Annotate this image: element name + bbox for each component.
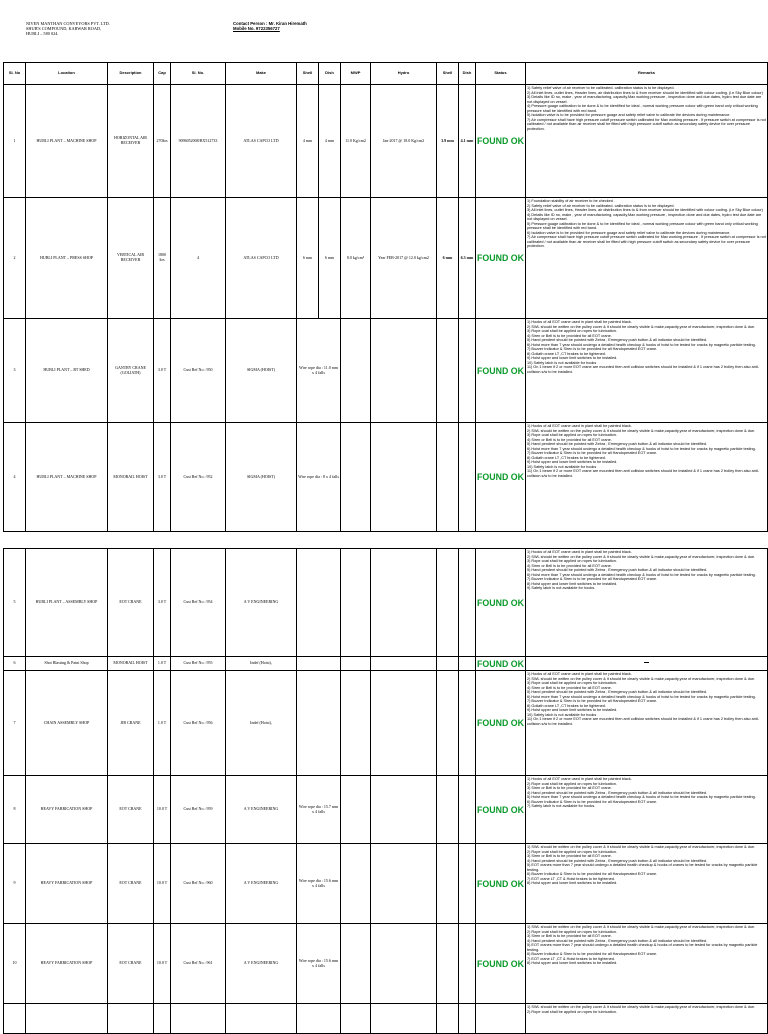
cell-serial-no: Cust Ref No.: 959 (171, 776, 226, 844)
table-row (4, 844, 768, 924)
cell-mwp (341, 924, 371, 1004)
cell-sl-no: 1 (4, 85, 26, 198)
cell-capacity: 10.0 T (154, 844, 171, 924)
remark-line: 9) Hoist upper and lower limit switches to be installed. (527, 356, 618, 360)
cell-location: HUBLI PLANT – ASSEMBLY SHOP (26, 549, 108, 657)
remark-line: 5) Isolation valve is to be provided for pressure guage and safety relief valve to calibrate the devices during maintenance. (527, 113, 731, 117)
remark-line: 1) Hooks of all EOT crane used in plant shall be painted black. (527, 777, 632, 781)
cell-wire-rope (297, 657, 341, 671)
cell-mwp: 8.0 kg/cm² (341, 198, 371, 319)
cell-mwp (341, 657, 371, 671)
cell-sl-no: 2 (4, 198, 26, 319)
remark-line: 6) Buzzer Indicator & Siren is to be provided for all Handoperated EOT crane. (527, 872, 658, 876)
company-address-1: SHUB'S COMPOUND, KARWAR ROAD, (26, 26, 102, 32)
cell-shell-measured (437, 423, 459, 532)
cell-shell-measured (437, 924, 459, 1004)
status-badge: FOUND OK (476, 198, 526, 319)
remark-line: 2) SWL should be written on the pulley cover & it should be clearly visible & make,capacity,year of manufacturer, inspection done & due. (527, 554, 756, 559)
inspection-table-page-1 (3, 62, 768, 532)
table-row (4, 198, 768, 319)
cell-dish-measured: 6.3 mm (459, 198, 476, 319)
cell-wire-rope: Wire rope dia : 11.0 mm x 4 falls (297, 319, 341, 423)
status-badge: FOUND OK (476, 671, 526, 776)
cell-description: EOT CRANE (108, 924, 154, 1004)
remark-line: 2) SWL should be written on the pulley cover & it should be clearly visible & make,capacity,year of manufacturer, inspection done & due. (527, 428, 756, 433)
cell-mwp: 11.0 Kg/cm2 (341, 85, 371, 198)
cell-remarks (526, 319, 768, 423)
remark-line: 5) Hand pendent should be pointed with Zebra , Emergency push button & all indicator should be identified. (527, 338, 708, 342)
table-row (4, 924, 768, 1004)
remark-line: 4) Siren or Bell is to be provided for all EOT crane. (527, 437, 612, 442)
cell-hydro (371, 776, 437, 844)
remark-line: 3) Rope coat shall be applied on ropes for lubrication. (527, 433, 617, 437)
cell-remarks: – (526, 657, 768, 671)
remark-line: 4) Details like ID no, make , year of manufacturing, capacity,Max working pressure , inspection done and due dates, hydro test due date are not displayed on vessel. (527, 212, 762, 221)
remark-line: 10) Safety latch is not available for hooks (527, 712, 597, 717)
remark-line: 11) On 1 beam if 2 or more EOT crane are mounted then anti collision switches should be installed & if 1 crane has 2 trolley then also anti-collision s/w to be installed. (527, 469, 760, 478)
cell-capacity: 270ltrs (154, 85, 171, 198)
remark-line: 1) Safety relief valve of air receiver to be calibrated. calibration status is to be displayed. (527, 86, 675, 90)
cell-make: A V ENGINEERING (226, 549, 297, 657)
cell-capacity: 1800 ltrs (154, 198, 171, 319)
column-header: Sl. No (4, 63, 26, 85)
remark-line: 4) Siren or Bell is to be provided for all EOT crane. (527, 563, 612, 568)
cell-mwp (341, 423, 371, 532)
remark-line: 1) SWL should be written on the pulley cover & it should be clearly visible & make,capacity,year of manufacturer, inspection done & due. (527, 1005, 756, 1009)
cell-wire-rope (297, 549, 341, 657)
cell-sl-no: 5 (4, 549, 26, 657)
remark-line: 1) SWL should be written on the pulley cover & it should be clearly visible & make,capacity,year of manufacturer, inspection done & due. (527, 925, 756, 929)
column-header: Sl. No. (171, 63, 226, 85)
cell-serial-no: Cust Ref No.: 952 (171, 423, 226, 532)
cell-description: VERTICAL AIR RECEIVER (108, 198, 154, 319)
cell-description: HORIZONTAL AIR RECEIVER (108, 85, 154, 198)
remark-line: 5) EOT cranes more than 7 year should undergo a detailed health checkup & hooks of cranes to be tested for cracks by magnetic particle testing. (527, 943, 758, 952)
cell-shell-measured: 3.9 mm (437, 85, 459, 198)
cell-mwp (341, 844, 371, 924)
cell-dish-measured (459, 671, 476, 776)
cell-capacity: 10.0 T (154, 776, 171, 844)
status-badge: FOUND OK (476, 844, 526, 924)
cell-shell-measured (437, 844, 459, 924)
remark-line: 4) Siren or Bell is to be provided for all EOT crane. (527, 685, 612, 690)
cell-location: HUBLI PLANT – MACHINE SHOP (26, 85, 108, 198)
cell-description: EOT CRANE (108, 549, 154, 657)
remark-line: 8) Hoist upper and lower limit switches to be installed. (527, 581, 618, 586)
cell-serial-no: Cust Ref No.: 955 (171, 657, 226, 671)
cell-mwp (341, 319, 371, 423)
remark-line: 4) Hand pendent should be pointed with Zebra , Emergency push button & all indicator should be identified. (527, 858, 708, 863)
table-row (4, 657, 768, 671)
company-name: NIVEN MANTHAN CONVEYORS PVT. LTD. (26, 21, 110, 26)
remark-line: 3) Siren or Bell is to be provided for all EOT crane. (527, 934, 612, 938)
remark-line: 8) Hoist upper and lower limit switches to be installed. (527, 961, 618, 965)
cell-wire-rope: Wire rope dia : 15.6 mm x 4 falls (297, 844, 341, 924)
remark-line: 4) Hand pendent should be pointed with Zebra , Emergency push button & all indicator should be identified. (527, 938, 708, 943)
cell-shell-measured (437, 657, 459, 671)
remark-line: 8) Goliath crane LT ,CT brakes to be tightened. (527, 351, 606, 356)
cell-shell-measured (437, 671, 459, 776)
remark-line: 9) Safety latch is not available for hooks. (527, 586, 596, 590)
cell-shell-measured (437, 776, 459, 844)
cell-remarks (526, 924, 768, 1004)
remark-line: 5) Hand pendent should be pointed with Zebra , Emergency push button & all indicator should be identified. (527, 690, 708, 694)
cell-hydro (371, 319, 437, 423)
cell-dish: 6 mm (319, 198, 341, 319)
status-badge: FOUND OK (476, 85, 526, 198)
remark-line: 7) EOT crane LT ,CT & Hoist brakes to be tightened. (527, 876, 615, 881)
remark-line: 6) Hoist more than 7 year should undergo a detailed health checkup & hooks of hoist to be tested for cracks by magnetic particle testing. (527, 572, 756, 577)
remark-line: 2) Rope coat shall be applied on ropes for lubrication. (527, 929, 617, 934)
cell-make: ATLAS CAPCO LTD (226, 198, 297, 319)
remark-line: 8) Goliath crane LT ,CT brakes to be tightened. (527, 703, 606, 708)
cell-dish-measured (459, 423, 476, 532)
cell-capacity: 3.0 T (154, 549, 171, 657)
cell-wire-rope (297, 671, 341, 776)
cell-sl-no: 7 (4, 671, 26, 776)
cell-sl-no: 3 (4, 319, 26, 423)
remark-line: 6) Hoist more than 7 year should undergo a detailed health checkup & hooks of hoist to be tested for cracks by magnetic particle testing. (527, 694, 756, 699)
cell-description (108, 1004, 154, 1034)
cell-dish-measured (459, 657, 476, 671)
cell-make: Indef (Hoist), (226, 671, 297, 776)
remark-line: 7) EOT crane LT ,CT & Hoist brakes to be tightened. (527, 956, 615, 961)
remark-line: 5) Hand pendent should be pointed with Zebra , Emergency push button & all indicator should be identified. (527, 442, 708, 446)
cell-description: MONORAIL HOIST (108, 423, 154, 532)
cell-dish-measured (459, 844, 476, 924)
cell-shell-measured: 6 mm (437, 198, 459, 319)
remark-line: 1) Hooks of all EOT crane used in plant shall be painted black. (527, 320, 632, 324)
cell-location: CHAIN ASSEMBLY SHOP (26, 671, 108, 776)
cell-remarks (526, 844, 768, 924)
cell-dish-measured (459, 549, 476, 657)
cell-make (226, 1004, 297, 1034)
cell-shell-measured (437, 549, 459, 657)
remark-line: 2) Rope coat shall be applied on ropes for lubrication. (527, 781, 617, 786)
remark-line: 7) Buzzer Indicator & Siren is to be provided for all Handoperated EOT crane. (527, 451, 658, 455)
table-row (4, 549, 768, 657)
cell-capacity: 3.0 T (154, 319, 171, 423)
column-header: Dish (319, 63, 341, 85)
cell-description: MONORAIL HOIST (108, 657, 154, 671)
remark-line: 5) Hoist more than 7 year should undergo a detailed health checkup & hooks of hoist to be tested for cracks by magnetic particle testing. (527, 795, 756, 799)
remark-line: 2) Rope coat shall be applied on ropes for lubrication. (527, 849, 617, 854)
remark-line: 11) On 1 beam if 2 or more EOT crane are mounted then anti collision switches should be installed & if 1 crane has 2 trolley then also anti-collision s/w to be installed. (527, 717, 760, 726)
contact-person: Contact Person : Mr. Kiran Hiremath (233, 21, 307, 26)
cell-description: EOT CRANE (108, 844, 154, 924)
status-badge: FOUND OK (476, 549, 526, 657)
cell-shell: 4 mm (297, 85, 319, 198)
company-block (26, 21, 110, 37)
cell-description: EOT CRANE (108, 776, 154, 844)
remark-line: 1) Hooks of all EOT crane used in plant shall be painted black. (527, 424, 632, 428)
cell-hydro (371, 844, 437, 924)
remark-line: 9) Hoist upper and lower limit switches to be installed. (527, 460, 618, 464)
cell-location: HEAVY FABRICATION SHOP (26, 924, 108, 1004)
cell-sl-no: 4 (4, 423, 26, 532)
cell-remarks (526, 423, 768, 532)
remark-line: 6) Isolation valve is to be provided for pressure guage and safety relief valve to calibrate the devices during maintenance. (527, 230, 731, 235)
cell-hydro (371, 423, 437, 532)
remark-line: 11) On 1 beam if 2 or more EOT crane are mounted then anti collision switches should be installed & if 1 crane has 2 trolley then also anti-collision s/w to be installed. (527, 365, 760, 374)
cell-wire-rope: Wire rope dia : 15.7 mm x 4 falls (297, 776, 341, 844)
cell-capacity (154, 1004, 171, 1034)
remark-line: 5) Pressure guage calibration to be done & to be identified for ideal , normal working pressure colour with green band only critical working pressure shall be identified with red band. (527, 221, 758, 230)
table-row (4, 671, 768, 776)
cell-make: A V ENGINEERING (226, 776, 297, 844)
cell-serial-no: Cust Ref No.: 960 (171, 844, 226, 924)
remark-line: 3) Siren or Bell is to be provided for all EOT crane. (527, 854, 612, 858)
cell-remarks (526, 1004, 768, 1034)
remark-line: 7) Air compressor shall have high pressure cutoff pressure switch calibrated for Max working pressure . If pressure switch at compressor is not calibrated / not available than air receiver shall be fitted with high pressure cutoff switch as secondary safety device for over pressure protection. (527, 235, 766, 248)
cell-sl-no (4, 1004, 26, 1034)
cell-location: Shot Blasting & Paint Shop (26, 657, 108, 671)
column-header: Dish (459, 63, 476, 85)
cell-serial-no: Cust Ref No.: 954 (171, 549, 226, 657)
remark-line: 7) Air compressor shall have high pressure cutoff pressure switch calibrated for Max working pressure . If pressure switch at compressor is not calibrated / not available than air receiver shall be fitted with high pressure cutoff switch as secondary safety device for over pressure protection. (527, 117, 766, 131)
cell-sl-no: 8 (4, 776, 26, 844)
cell-location: HEAVY FABRICATION SHOP (26, 844, 108, 924)
company-address-2: HUBLI – 580 024. (26, 31, 59, 37)
inspection-table-page-2 (3, 548, 768, 1034)
column-header: MWP (341, 63, 371, 85)
header-row (4, 63, 768, 85)
cell-location: HUBLI PLANT – MACHINE SHOP (26, 423, 108, 532)
remark-line: 2) All inlet lines, outlet lines, Header lines, air distribution lines to & from receiver should be identified with colour coding. (i.e Sky Blue colour) (527, 90, 763, 95)
cell-mwp (341, 776, 371, 844)
table-row (4, 1004, 768, 1034)
cell-capacity: 3.0 T (154, 423, 171, 532)
cell-dish-measured (459, 1004, 476, 1034)
cell-hydro (371, 1004, 437, 1034)
cell-make: SIGMA (HOIST) (226, 423, 297, 532)
cell-capacity: 10.0 T (154, 924, 171, 1004)
remark-line: 9) Hoist upper and lower limit switches to be installed. (527, 708, 618, 712)
cell-wire-rope: Wire rope dia : 15.6 mm x 4 falls (297, 924, 341, 1004)
status-badge: FOUND OK (476, 423, 526, 532)
cell-hydro (371, 671, 437, 776)
cell-make: SIGMA (HOIST) (226, 319, 297, 423)
status-badge: FOUND OK (476, 776, 526, 844)
cell-dish-measured (459, 776, 476, 844)
remark-line: 1) SWL should be written on the pulley cover & it should be clearly visible & make,capacity,year of manufacturer, inspection done & due. (527, 845, 756, 849)
remark-line: 6) Buzzer Indicator & Siren is to be provided for all Handoperated EOT crane. (527, 799, 658, 804)
remark-line: 3) Siren or Bell is to be provided for all EOT crane. (527, 786, 612, 790)
remark-line: 3) Rope coat shall be applied on ropes for lubrication. (527, 329, 617, 333)
cell-shell-measured (437, 1004, 459, 1034)
cell-serial-no: Cust Ref No.: 956 (171, 671, 226, 776)
remark-line: 5) EOT cranes more than 7 year should undergo a detailed health checkup & hooks of cranes to be tested for cracks by magnetic particle testing. (527, 863, 758, 872)
remark-line: 10) Safety latch is not available for hooks (527, 464, 597, 469)
table-row (4, 319, 768, 423)
cell-location (26, 1004, 108, 1034)
remark-line: 2) SWL should be written on the pulley cover & it should be clearly visible & make,capacity,year of manufacturer, inspection done & due. (527, 324, 756, 329)
remark-line: 4) Pressure guage calibration to be done & to be identified for ideal , normal working pressure colour with green band only critical working pressure shall be identified with red band. (527, 104, 758, 113)
remark-line: 2) Rope coat shall be applied on ropes for lubrication. (527, 1009, 617, 1014)
column-header: Location (26, 63, 108, 85)
remark-line: 3) All inlet lines, outlet lines, Header lines, air distribution lines to & from receiver should be identified with colour coding. (i.e Sky Blue colour) (527, 208, 763, 212)
cell-hydro (371, 924, 437, 1004)
cell-hydro (371, 549, 437, 657)
cell-mwp (341, 671, 371, 776)
cell-shell-measured (437, 319, 459, 423)
cell-remarks (526, 85, 768, 198)
contact-mobile: Mobile No. 9722356727 (233, 26, 280, 32)
cell-dish-measured (459, 319, 476, 423)
status-badge: FOUND OK (477, 658, 524, 669)
cell-sl-no: 9 (4, 844, 26, 924)
remark-line: 1) Foundation stability of air receiver to be checked . (527, 199, 616, 203)
cell-wire-rope (297, 1004, 341, 1034)
cell-capacity: 1.0 T (154, 657, 171, 671)
cell-description: GANTRY CRANE (GOLIATH) (108, 319, 154, 423)
remark-line: 3) Rope coat shall be applied on ropes for lubrication. (527, 681, 617, 685)
cell-shell: 6 mm (297, 198, 319, 319)
status-badge (476, 1004, 526, 1034)
cell-location: HEAVY FABRICATION SHOP (26, 776, 108, 844)
table-row (4, 776, 768, 844)
remark-line: 2) SWL should be written on the pulley cover & it should be clearly visible & make,capacity,year of manufacturer, inspection done & due. (527, 676, 756, 681)
remark-line: 10) Safety latch is not available for hooks (527, 360, 597, 365)
remark-line: 6) Hoist more than 7 year should undergo a detailed health checkup & hooks of hoist to be tested for cracks by magnetic particle testing. (527, 342, 756, 347)
remark-line: 6) Buzzer Indicator & Siren is to be provided for all Handoperated EOT crane. (527, 952, 658, 956)
column-header: Shell (437, 63, 459, 85)
cell-hydro: Jan-2017 @ 18.0 Kg/cm2 (371, 85, 437, 198)
table-row (4, 423, 768, 532)
cell-make: A V ENGINEERING (226, 924, 297, 1004)
remark-line: 1) Hooks of all EOT crane used in plant shall be painted black. (527, 550, 632, 554)
table-row (4, 85, 768, 198)
cell-remarks (526, 776, 768, 844)
remark-line: 7) Buzzer Indicator & Siren is to be provided for all Handoperated EOT crane. (527, 699, 658, 703)
cell-dish-measured: 4.1 mm (459, 85, 476, 198)
column-header: Hydro (371, 63, 437, 85)
cell-sl-no: 10 (4, 924, 26, 1004)
cell-location: HUBLI PLANT – RT SHED (26, 319, 108, 423)
cell-remarks (526, 549, 768, 657)
cell-remarks (526, 198, 768, 319)
cell-serial-no: 9096052008/BX512733 (171, 85, 226, 198)
status-badge: FOUND OK (476, 924, 526, 1004)
remark-line: 4) Siren or Bell is to be provided for all EOT crane. (527, 333, 612, 338)
remark-line: 2) Safety relief valve of air receiver to be calibrated. calibration status is to be displayed. (527, 203, 675, 208)
cell-description: JIB CRANE (108, 671, 154, 776)
cell-serial-no (171, 1004, 226, 1034)
cell-make: A V ENGINEERING (226, 844, 297, 924)
column-header: Remarks (526, 63, 768, 85)
cell-serial-no: Cust Ref No.: 961 (171, 924, 226, 1004)
cell-mwp (341, 549, 371, 657)
remark-line: 3) Rope coat shall be applied on ropes for lubrication. (527, 559, 617, 563)
cell-dish-measured (459, 924, 476, 1004)
cell-dish: 4 mm (319, 85, 341, 198)
contact-block (233, 21, 307, 31)
cell-hydro (371, 657, 437, 671)
cell-make: Indef (Hoist), (226, 657, 297, 671)
column-header: Status (476, 63, 526, 85)
cell-serial-no: Cust Ref No.: 950 (171, 319, 226, 423)
cell-sl-no: 6 (4, 657, 26, 671)
cell-remarks (526, 671, 768, 776)
status-badge: FOUND OK (476, 319, 526, 423)
remark-line: 8) Hoist upper and lower limit switches to be installed. (527, 881, 618, 885)
column-header: Description (108, 63, 154, 85)
cell-capacity: 1.0 T (154, 671, 171, 776)
cell-mwp (341, 1004, 371, 1034)
cell-wire-rope: Wire rope dia : 8 x 4 falls (297, 423, 341, 532)
column-header: Shell (297, 63, 319, 85)
remark-line: 5) Hand pendent should be pointed with Zebra , Emergency push button & all indicator should be identified. (527, 568, 708, 572)
cell-make: ATLAS CAPCO LTD (226, 85, 297, 198)
remark-line: 7) Safety latch is not available for hooks. (527, 804, 596, 808)
remark-line: 7) Buzzer Indicator & Siren is to be provided for all Handoperated EOT crane. (527, 577, 658, 581)
column-header: Make (226, 63, 297, 85)
cell-serial-no: 4 (171, 198, 226, 319)
remark-line: 4) Hand pendent should be pointed with Zebra , Emergency push button & all indicator should be identified. (527, 790, 708, 795)
column-header: Cap (154, 63, 171, 85)
remark-line: 1) Hooks of all EOT crane used in plant shall be painted black. (527, 672, 632, 676)
remark-line: 7) Buzzer Indicator & Siren is to be provided for all Handoperated EOT crane. (527, 347, 658, 351)
remark-line: 8) Goliath crane LT ,CT brakes to be tightened. (527, 455, 606, 460)
cell-location: HUBLI PLANT – PRESS SHOP (26, 198, 108, 319)
cell-hydro: Year FEB-2017 @ 12.0 kg/cm2 (371, 198, 437, 319)
remark-line: 6) Hoist more than 7 year should undergo a detailed health checkup & hooks of hoist to be tested for cracks by magnetic particle testing. (527, 446, 756, 451)
remark-line: 3) Details like ID no, make , year of manufacturing, capacity,Max working pressure , inspection done and due dates, hydro test due date are not displayed on vessel. (527, 95, 762, 104)
